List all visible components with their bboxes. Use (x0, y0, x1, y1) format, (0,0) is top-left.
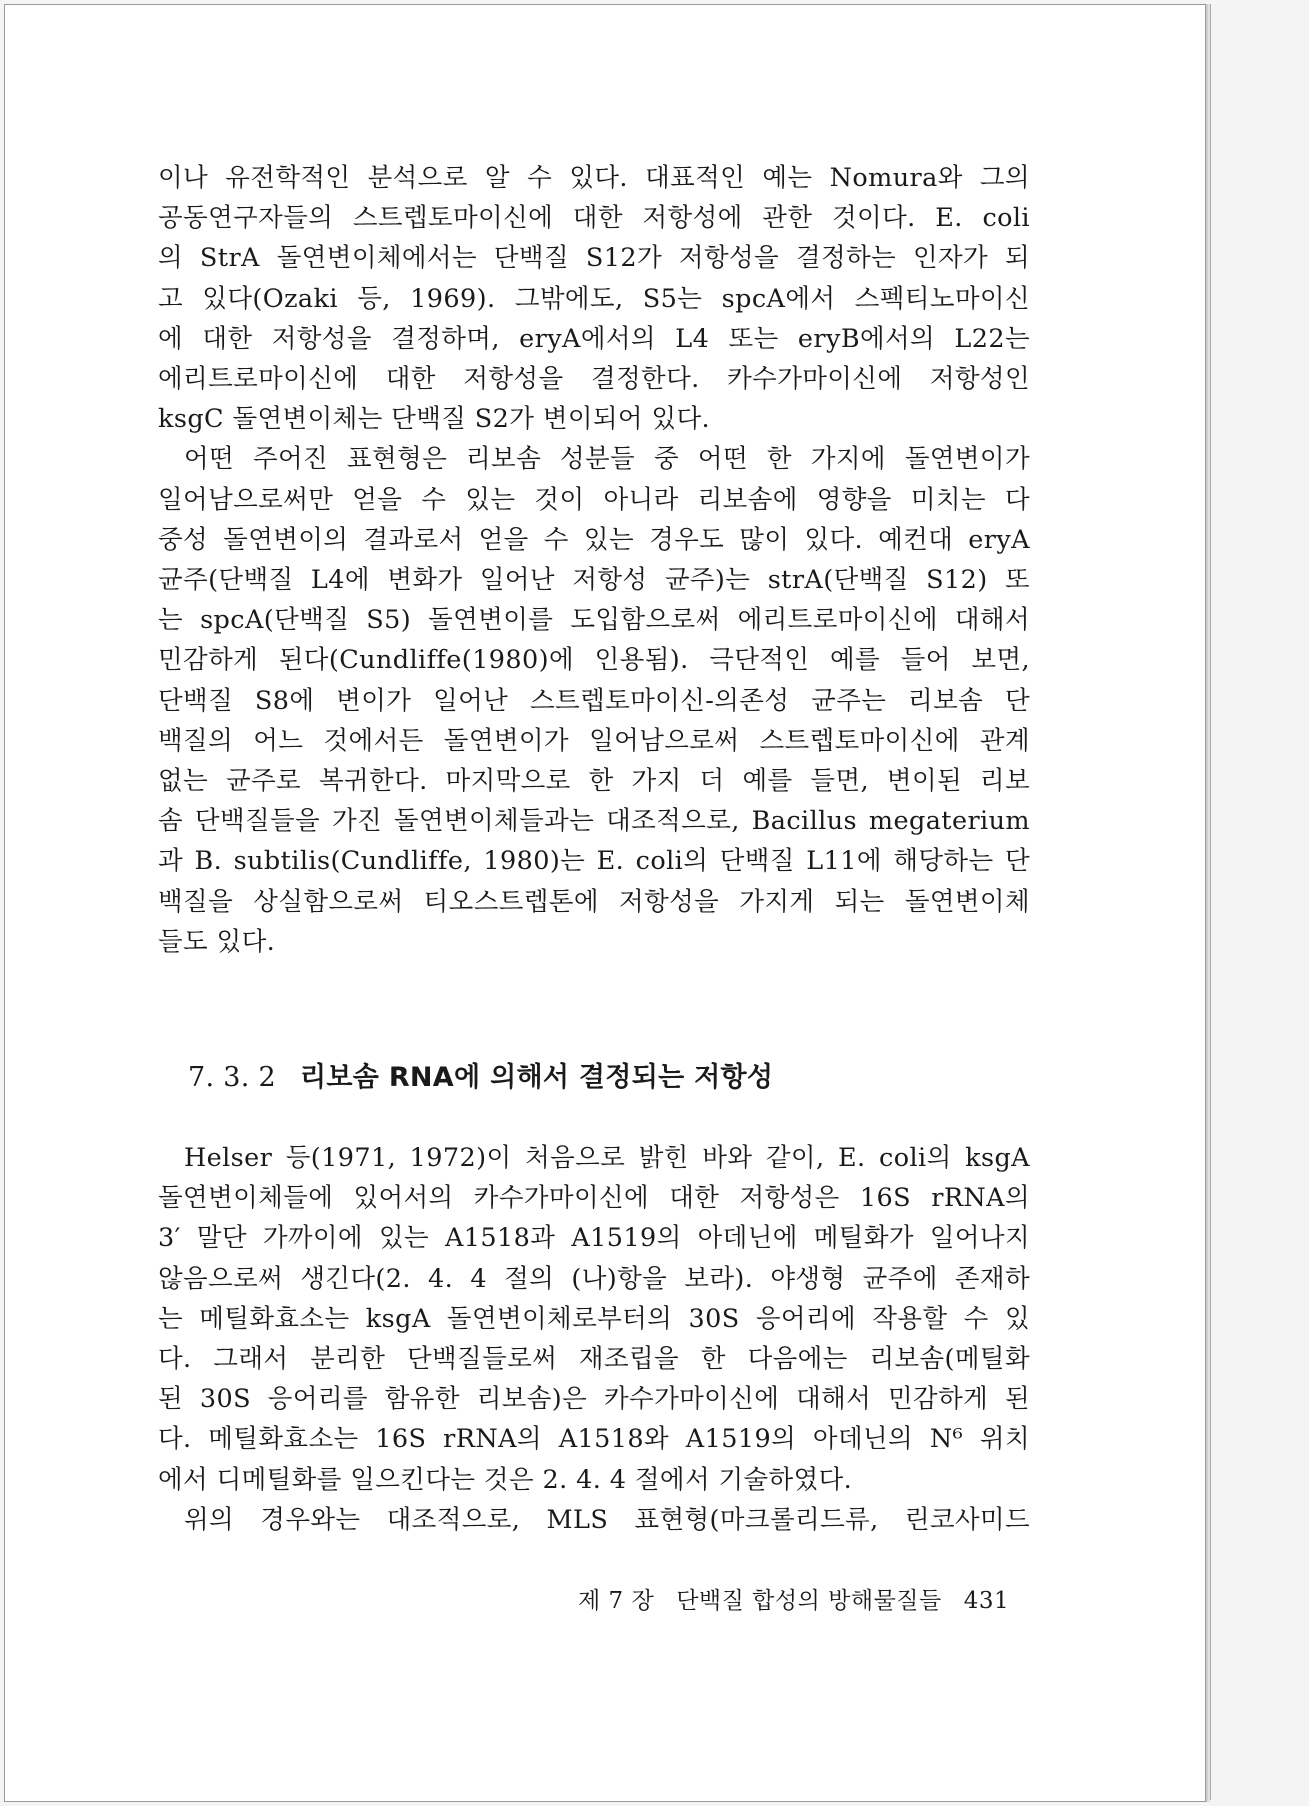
text-line: 는 메틸화효소는 ksgA 돌연변이체로부터의 30S 응어리에 작용할 수 있 (158, 1303, 1030, 1334)
text-line: 들도 있다. (158, 926, 276, 957)
body-text-top (158, 158, 1030, 962)
paragraph-1 (158, 158, 1030, 439)
text-line: 고 있다(Ozaki 등, 1969). 그밖에도, S5는 spcA에서 스펙티노마이신 (158, 283, 1030, 314)
text-line: 없는 균주로 복귀한다. 마지막으로 한 가지 더 예를 들면, 변이된 리보 (158, 766, 1030, 797)
text-line: 백질을 상실함으로써 티오스트렙톤에 저항성을 가지게 되는 돌연변이체 (158, 886, 1030, 917)
body-text-bottom (158, 1138, 1030, 1540)
text-line: 어떤 주어진 표현형은 리보솜 성분들 중 어떤 한 가지에 돌연변이가 (184, 444, 1030, 475)
text-line: 는 spcA(단백질 S5) 돌연변이를 도입함으로써 에리트로마이신에 대해서 (158, 605, 1030, 636)
paragraph-4 (158, 1500, 1030, 1540)
section-number: 7. 3. 2 (188, 1062, 276, 1093)
paragraph-3 (158, 1138, 1030, 1500)
page-number: 431 (963, 1588, 1010, 1614)
footer-title: 단백질 합성의 방해물질들 (676, 1588, 942, 1614)
text-line: 중성 돌연변이의 결과로서 얻을 수 있는 경우도 많이 있다. 예컨대 eryA (158, 524, 1030, 555)
text-line: 에리트로마이신에 대한 저항성을 결정한다. 카수가마이신에 저항성인 (158, 364, 1030, 395)
section-title: 리보솜 RNA에 의해서 결정되는 저항성 (299, 1062, 774, 1093)
text-line: 과 B. subtilis(Cundliffe, 1980)는 E. coli의 단백질 L11에 해당하는 단 (158, 846, 1030, 877)
text-line: 일어남으로써만 얻을 수 있는 것이 아니라 리보솜에 영향을 미치는 다 (158, 484, 1030, 515)
text-line: 에 대한 저항성을 결정하며, eryA에서의 L4 또는 eryB에서의 L22는 (158, 323, 1030, 354)
text-line: 다. 메틸화효소는 16S rRNA의 A1518와 A1519의 아데닌의 N⁶ 위치 (158, 1424, 1030, 1455)
text-line: 백질의 어느 것에서든 돌연변이가 일어남으로써 스트렙토마이신에 관계 (158, 725, 1030, 756)
text-line: 민감하게 된다(Cundliffe(1980)에 인용됨). 극단적인 예를 들어 보면, (158, 645, 1030, 676)
text-line: 균주(단백질 L4에 변화가 일어난 저항성 균주)는 strA(단백질 S12) 또 (158, 565, 1030, 596)
text-line: Helser 등(1971, 1972)이 처음으로 밝힌 바와 같이, E. coli의 ksgA (184, 1143, 1030, 1173)
text-line: 솜 단백질들을 가진 돌연변이체들과는 대조적으로, Bacillus megaterium (158, 806, 1030, 837)
text-line: ksgC 돌연변이체는 단백질 S2가 변이되어 있다. (158, 404, 711, 435)
text-line: 공동연구자들의 스트렙토마이신에 대한 저항성에 관한 것이다. E. coli (158, 203, 1030, 234)
text-line: 이나 유전학적인 분석으로 알 수 있다. 대표적인 예는 Nomura와 그의 (158, 163, 1030, 193)
text-line: 에서 디메틸화를 일으킨다는 것은 2. 4. 4 절에서 기술하였다. (158, 1464, 853, 1495)
text-line: 단백질 S8에 변이가 일어난 스트렙토마이신-의존성 균주는 리보솜 단 (158, 685, 1030, 716)
paragraph-2 (158, 439, 1030, 962)
section-heading (188, 1055, 773, 1094)
text-line: 않음으로써 생긴다(2. 4. 4 절의 (나)항을 보라). 야생형 균주에 존재하 (158, 1263, 1030, 1294)
footer-chapter: 제 7 장 (578, 1588, 655, 1614)
text-line: 위의 경우와는 대조적으로, MLS 표현형(마크롤리드류, 린코사미드 (184, 1504, 1030, 1535)
text-line: 돌연변이체들에 있어서의 카수가마이신에 대한 저항성은 16S rRNA의 (158, 1183, 1030, 1214)
page-footer (578, 1582, 1009, 1615)
text-line: 다. 그래서 분리한 단백질들로써 재조립을 한 다음에는 리보솜(메틸화 (158, 1344, 1030, 1375)
text-line: 된 30S 응어리를 함유한 리보솜)은 카수가마이신에 대해서 민감하게 된 (158, 1384, 1030, 1415)
text-line: 의 StrA 돌연변이체에서는 단백질 S12가 저항성을 결정하는 인자가 되 (158, 243, 1030, 274)
text-line: 3′ 말단 가까이에 있는 A1518과 A1519의 아데닌에 메틸화가 일어나지 (158, 1223, 1030, 1254)
